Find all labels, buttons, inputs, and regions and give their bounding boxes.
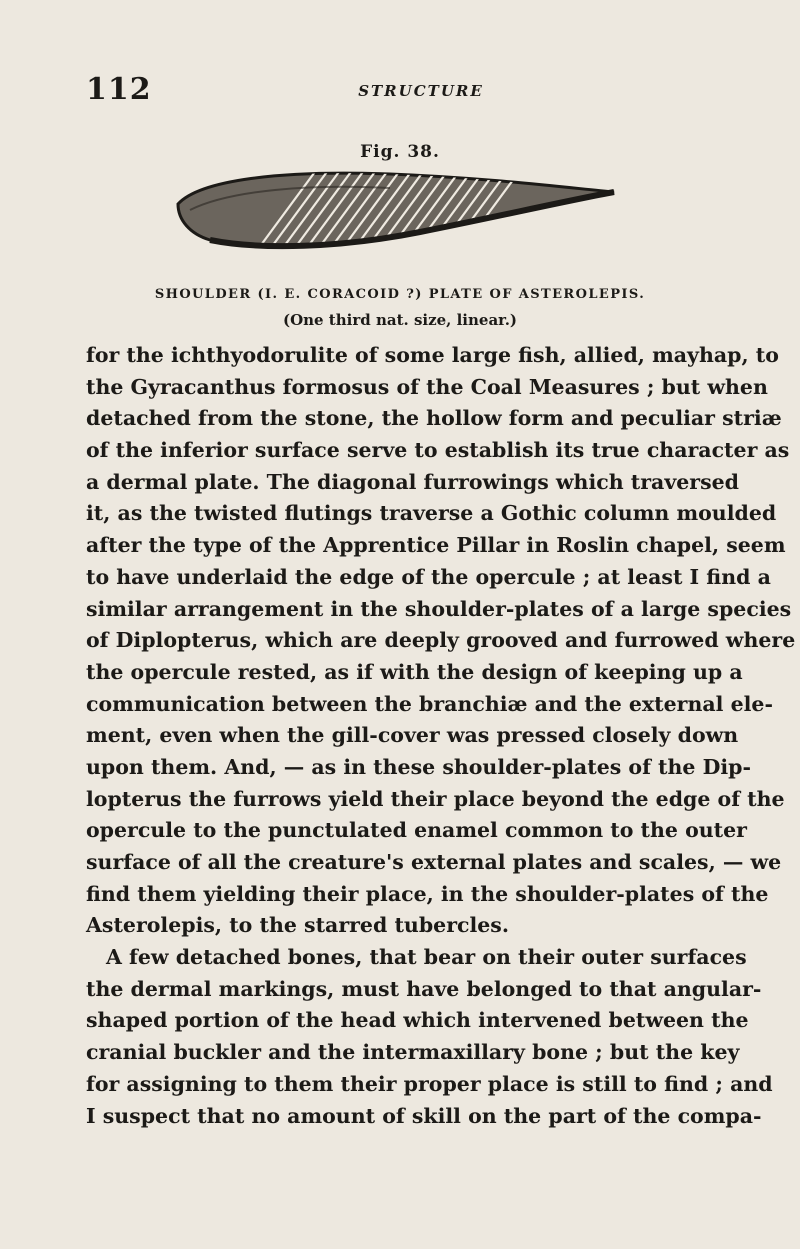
text-line: for the ichthyodorulite of some large fish, allied, mayhap, to bbox=[86, 343, 779, 367]
text-line: find them yielding their place, in the shoulder-plates of the bbox=[86, 881, 769, 906]
text-line: of Diplopterus, which are deeply grooved and furrowed where bbox=[86, 628, 796, 653]
text-line: for assigning to them their proper place is still to find ; and bbox=[86, 1071, 773, 1096]
text-line: lopterus the furrows yield their place beyond the edge of the bbox=[86, 786, 785, 811]
text-line: communication between the branchiæ and the external ele- bbox=[86, 691, 773, 716]
page-header bbox=[86, 72, 714, 112]
text-line: ment, even when the gill-cover was pressed closely down bbox=[86, 723, 739, 748]
text-line: shaped portion of the head which intervened between the bbox=[86, 1008, 749, 1033]
text-line: the Gyracanthus formosus of the Coal Measures ; but when bbox=[86, 374, 768, 399]
figure-caption: SHOULDER (I. E. CORACOID ?) PLATE OF ASTEROLEPIS. bbox=[154, 287, 646, 302]
figure-label: Fig. 38. bbox=[360, 142, 440, 162]
text-line: I suspect that no amount of skill on the part of the compa- bbox=[86, 1103, 762, 1128]
text-line: to have underlaid the edge of the opercule ; at least I find a bbox=[86, 564, 771, 589]
text-line: surface of all the creature's external plates and scales, — we bbox=[86, 850, 782, 874]
text-line: opercule to the punctulated enamel common to the outer bbox=[86, 818, 747, 843]
text-line: upon them. And, — as in these shoulder-plates of the Dip- bbox=[86, 754, 751, 779]
body-text bbox=[86, 340, 796, 1132]
text-line: Asterolepis, to the starred tubercles. bbox=[86, 913, 509, 938]
text-line: of the inferior surface serve to establish its true character as bbox=[86, 438, 790, 463]
text-line: similar arrangement in the shoulder-plates of a large species bbox=[86, 596, 792, 621]
text-line: it, as the twisted flutings traverse a Gothic column moulded bbox=[86, 501, 777, 526]
shoulder-plate-illustration bbox=[170, 170, 620, 255]
text-line: cranial buckler and the intermaxillary bone ; but the key bbox=[86, 1040, 740, 1065]
text-line: detached from the stone, the hollow form and peculiar striæ bbox=[86, 406, 782, 431]
page-number: 112 bbox=[86, 72, 152, 107]
text-line: after the type of the Apprentice Pillar in Roslin chapel, seem bbox=[86, 533, 786, 558]
figure-caption-scale: (One third nat. size, linear.) bbox=[282, 311, 518, 329]
text-line: the opercule rested, as if with the design of keeping up a bbox=[86, 659, 743, 684]
running-head: STRUCTURE bbox=[358, 82, 484, 100]
text-line: A few detached bones, that bear on their outer surfaces bbox=[106, 945, 747, 970]
text-line: a dermal plate. The diagonal furrowings which traversed bbox=[86, 469, 739, 494]
text-line: the dermal markings, must have belonged to that angular- bbox=[86, 976, 762, 1001]
